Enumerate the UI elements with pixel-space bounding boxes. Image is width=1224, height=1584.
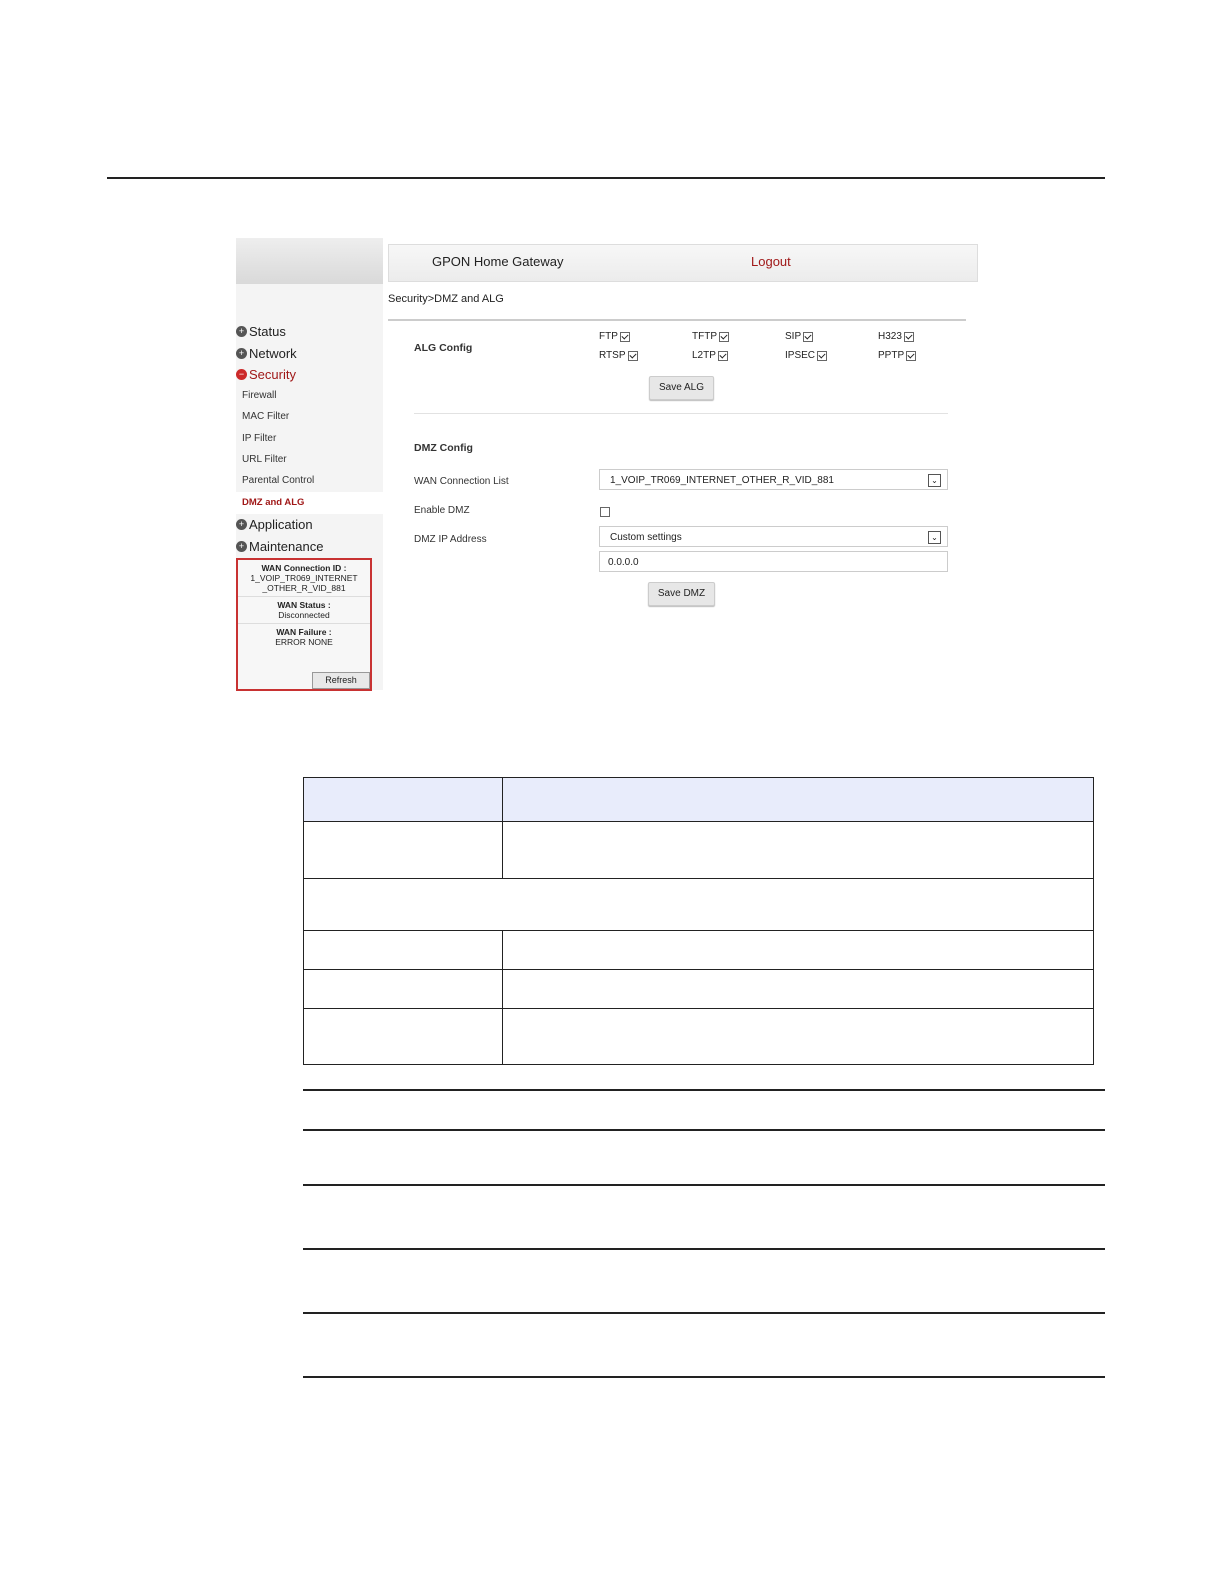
wan-failure-label: WAN Failure : [276,627,332,637]
plus-circle-icon: + [236,519,247,530]
breadcrumb: Security>DMZ and ALG [388,293,504,305]
sidebar-item-network[interactable] [236,346,297,361]
sidebar-item-maintenance[interactable] [236,539,323,554]
wan-status-block [238,597,370,624]
sidebar-item-label: Maintenance [249,539,324,554]
alg-l2tp-label: L2TP [692,350,716,361]
subitem-url-filter[interactable]: URL Filter [242,454,287,465]
alg-ipsec-label: IPSEC [785,350,816,361]
subitem-mac-filter[interactable]: MAC Filter [242,411,290,422]
dmz-ip-address-label: DMZ IP Address [414,534,487,545]
alg-rtsp-label: RTSP [599,350,626,361]
dmz-ip-mode-value: Custom settings [610,532,682,543]
save-alg-button[interactable]: Save ALG [649,376,714,400]
checkbox-checked-icon [628,351,638,361]
alg-l2tp-checkbox[interactable] [692,350,728,361]
save-dmz-button[interactable]: Save DMZ [648,582,715,606]
app-header [388,244,978,282]
sidebar-item-application[interactable] [236,517,313,532]
subitem-ip-filter[interactable]: IP Filter [242,433,277,444]
plus-circle-icon: + [236,348,247,359]
wan-failure-value: ERROR NONE [275,637,333,647]
router-screenshot [236,238,976,690]
enable-dmz-checkbox[interactable] [600,507,610,517]
alg-pptp-label: PPTP [878,350,905,361]
table-cell [304,1009,503,1064]
table-row [304,970,1093,1009]
checkbox-checked-icon [620,332,630,342]
sidebar-header [236,238,383,284]
table-row [304,1009,1093,1064]
subitem-firewall[interactable]: Firewall [242,390,277,401]
sidebar-item-security[interactable] [236,367,296,382]
plus-circle-icon: + [236,326,247,337]
alg-rtsp-checkbox[interactable] [599,350,638,361]
alg-ftp-checkbox[interactable] [599,331,630,342]
breadcrumb-divider [388,319,966,321]
wan-connection-list-value: 1_VOIP_TR069_INTERNET_OTHER_R_VID_881 [610,475,834,486]
alg-ipsec-checkbox[interactable] [785,350,827,361]
chevron-down-icon: ⌄ [928,474,941,487]
horizontal-rule [303,1248,1105,1250]
wan-status-value: Disconnected [278,610,330,620]
wan-connection-label: WAN Connection ID : [261,563,347,573]
alg-h323-label: H323 [878,331,902,342]
subitem-parental-control[interactable]: Parental Control [242,475,315,486]
alg-pptp-checkbox[interactable] [878,350,916,361]
app-title: GPON Home Gateway [432,254,564,269]
horizontal-rule [303,1089,1105,1091]
table-cell [304,970,503,1008]
table-row [304,822,1093,879]
wan-status-label: WAN Status : [277,600,331,610]
chevron-down-icon: ⌄ [928,531,941,544]
horizontal-rule [303,1129,1105,1131]
sidebar-item-label: Application [249,517,313,532]
section-divider [414,413,948,414]
subitem-dmz-alg[interactable]: DMZ and ALG [236,492,383,514]
wan-connection-block [238,560,370,597]
table-section-row [304,879,1093,931]
table-row [304,931,1093,970]
sidebar-item-label: Network [249,346,297,361]
parameter-table [303,777,1094,1065]
wan-connection-value-2: _OTHER_R_VID_881 [262,583,346,593]
checkbox-checked-icon [803,332,813,342]
horizontal-rule [303,1376,1105,1378]
checkbox-checked-icon [904,332,914,342]
minus-circle-icon: − [236,369,247,380]
alg-sip-checkbox[interactable] [785,331,813,342]
horizontal-rule [303,1312,1105,1314]
alg-tftp-label: TFTP [692,331,717,342]
checkbox-checked-icon [719,332,729,342]
checkbox-checked-icon [718,351,728,361]
table-cell [304,778,503,821]
refresh-button[interactable]: Refresh [312,672,370,689]
plus-circle-icon: + [236,541,247,552]
sidebar-item-status[interactable] [236,324,286,339]
alg-tftp-checkbox[interactable] [692,331,729,342]
sidebar-item-label: Status [249,324,286,339]
dmz-ip-address-input[interactable]: 0.0.0.0 [599,551,948,572]
wan-connection-list-select[interactable] [599,469,948,490]
table-cell [304,931,503,969]
table-cell [304,822,503,878]
checkbox-checked-icon [906,351,916,361]
sidebar [236,238,383,690]
sidebar-item-label: Security [249,367,296,382]
enable-dmz-label: Enable DMZ [414,505,470,516]
checkbox-checked-icon [817,351,827,361]
dmz-ip-mode-select[interactable] [599,526,948,547]
dmz-config-title: DMZ Config [414,442,473,454]
wan-connection-value-1: 1_VOIP_TR069_INTERNET [250,573,358,583]
page-top-rule [107,177,1105,179]
wan-failure-block [238,624,370,650]
wan-status-panel [236,558,372,691]
alg-ftp-label: FTP [599,331,618,342]
alg-h323-checkbox[interactable] [878,331,914,342]
wan-connection-list-label: WAN Connection List [414,476,509,487]
horizontal-rule [303,1184,1105,1186]
table-header-row [304,778,1093,822]
alg-sip-label: SIP [785,331,802,342]
logout-link[interactable]: Logout [751,254,791,269]
alg-config-title: ALG Config [414,342,473,354]
